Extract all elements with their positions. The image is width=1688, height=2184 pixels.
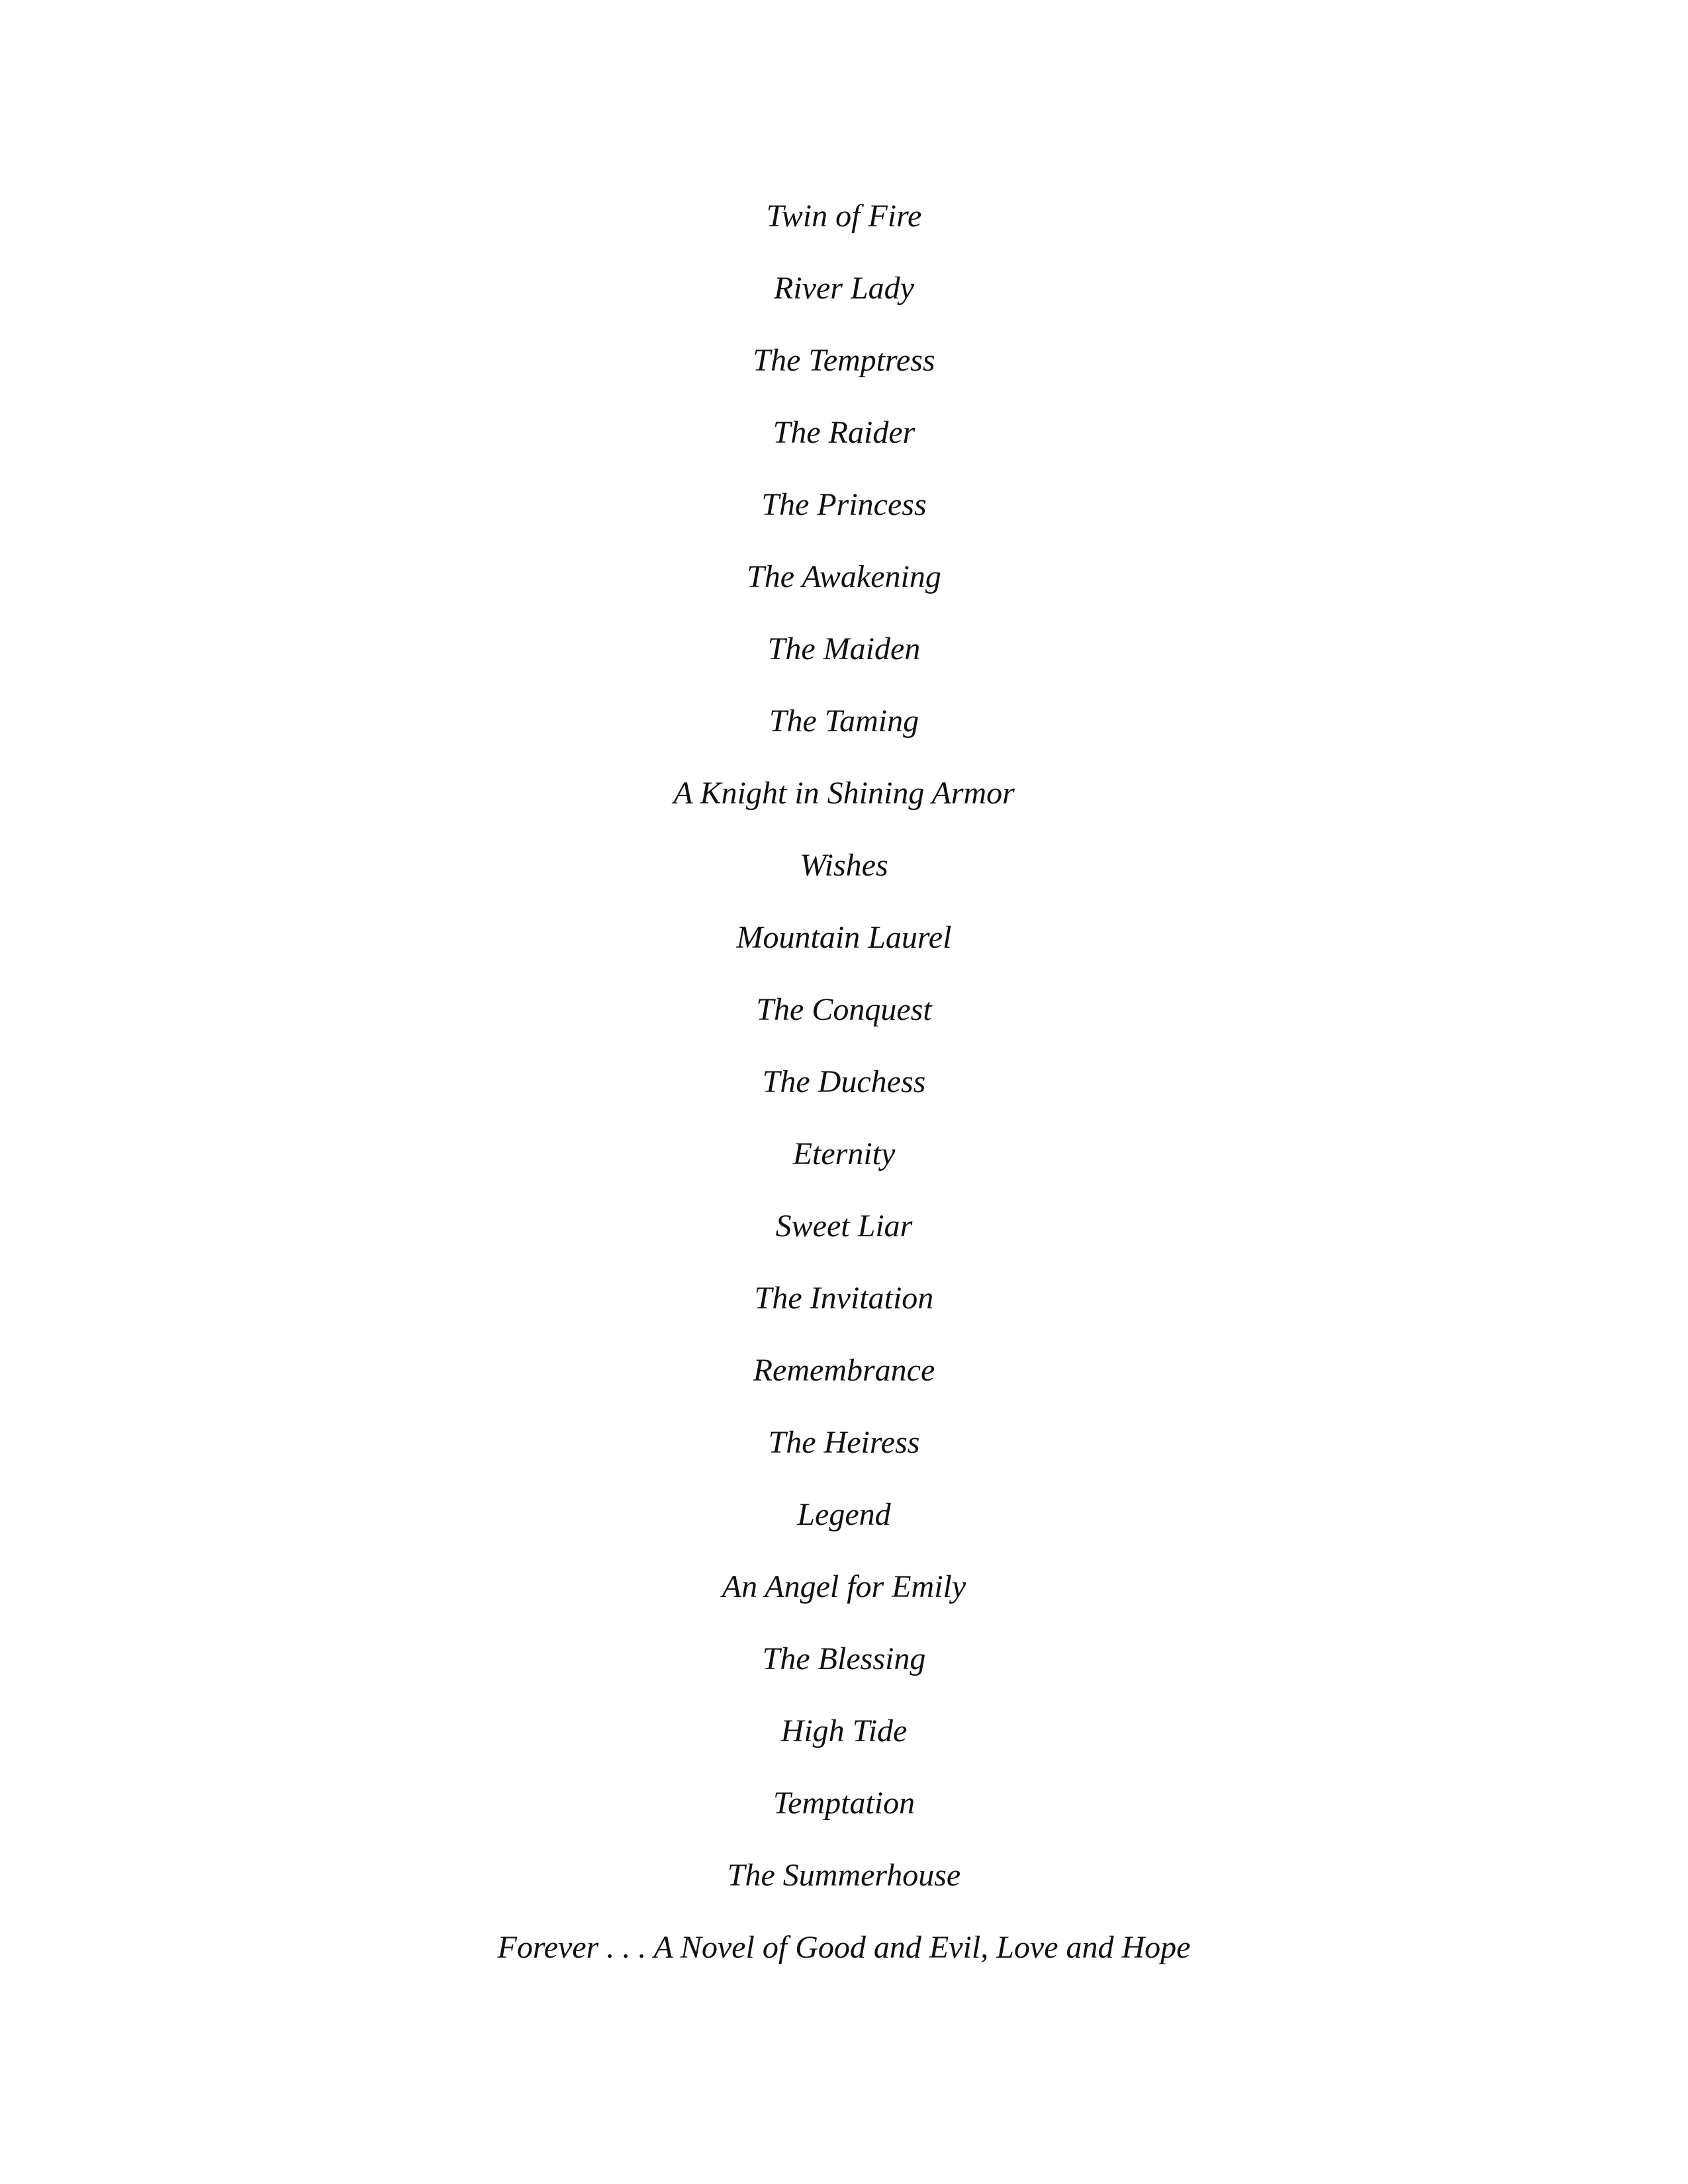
book-title: Mountain Laurel [736, 920, 952, 955]
book-title: The Invitation [754, 1281, 934, 1316]
book-title: The Awakening [747, 559, 941, 594]
book-title: The Conquest [756, 992, 932, 1027]
book-title: The Temptress [753, 343, 935, 378]
book-title: Legend [797, 1497, 891, 1532]
book-title: Remembrance [753, 1353, 935, 1388]
book-title: The Maiden [767, 631, 921, 666]
book-title: Forever . . . A Novel of Good and Evil, Love and Hope [497, 1930, 1191, 1965]
book-title: The Duchess [762, 1064, 926, 1099]
book-title: Eternity [792, 1136, 896, 1171]
book-title: The Heiress [768, 1425, 920, 1460]
book-title-list [0, 180, 1688, 1983]
book-title: Wishes [800, 848, 888, 883]
book-title: A Knight in Shining Armor [673, 776, 1015, 811]
book-title: High Tide [780, 1713, 908, 1749]
book-title: The Taming [769, 704, 919, 739]
book-title: The Blessing [762, 1641, 926, 1676]
book-title: The Summerhouse [727, 1858, 961, 1893]
book-title: An Angel for Emily [722, 1569, 966, 1604]
book-title: The Princess [761, 487, 927, 522]
book-title: Temptation [773, 1786, 915, 1821]
book-title: Sweet Liar [775, 1208, 913, 1244]
book-title: River Lady [774, 271, 914, 306]
book-title: The Raider [773, 415, 915, 450]
book-title: Twin of Fire [766, 199, 922, 234]
